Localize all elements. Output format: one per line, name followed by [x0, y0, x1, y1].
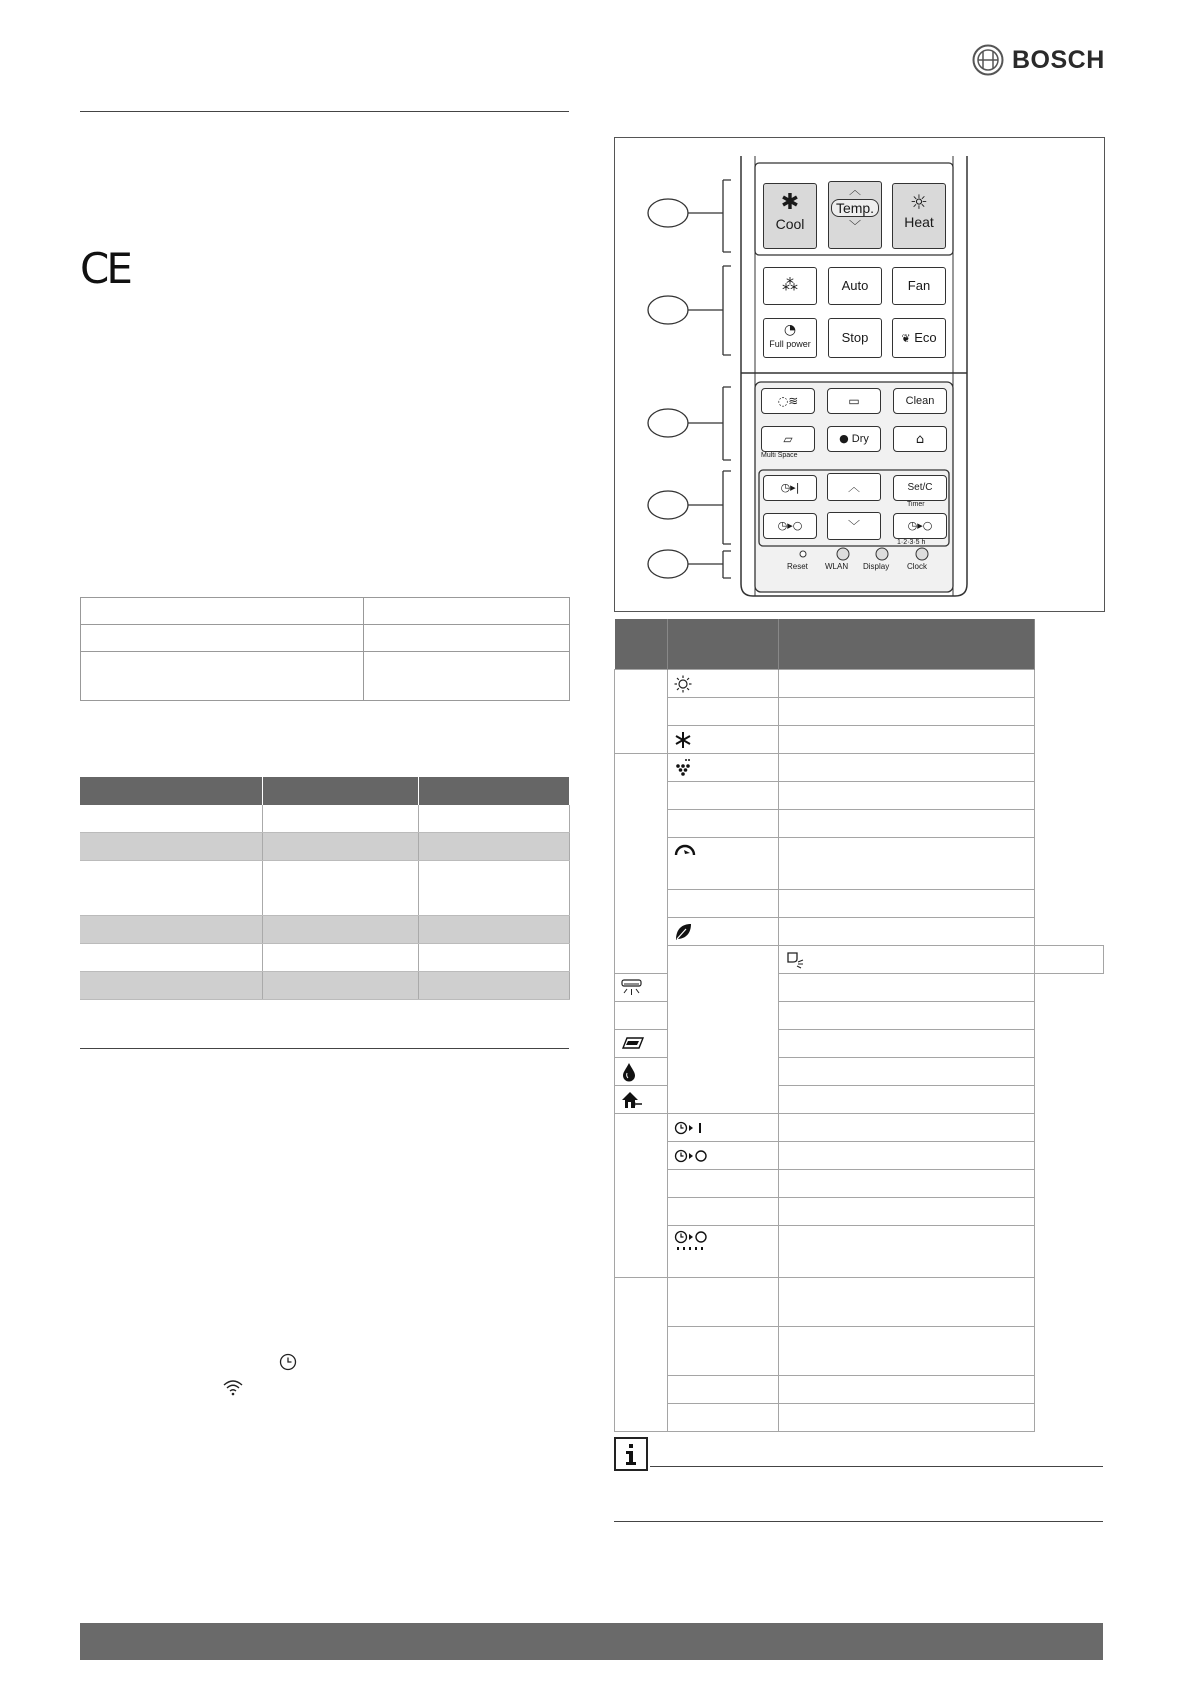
- full-power-button[interactable]: [763, 318, 817, 358]
- timer-up-button[interactable]: [827, 473, 881, 501]
- dry-label: Dry: [851, 433, 869, 445]
- chevron-down-icon: ﹀: [847, 519, 860, 533]
- temp-label: Temp.: [831, 199, 879, 217]
- home-return-icon: ⌂: [915, 432, 925, 447]
- note-rule-top: [650, 1466, 1103, 1467]
- dry-drop-icon: [621, 1062, 637, 1082]
- airflow-horizontal-button[interactable]: [827, 388, 881, 414]
- table-row: [615, 670, 1104, 698]
- dry-button[interactable]: [827, 426, 881, 452]
- temp-button[interactable]: [828, 181, 882, 249]
- info-icon: [614, 1437, 648, 1471]
- eco-label: Eco: [914, 330, 937, 345]
- airflow-vertical-button[interactable]: [761, 388, 815, 414]
- cool-label: Cool: [775, 216, 805, 232]
- table-row: [80, 805, 570, 833]
- clock-icon: [279, 1353, 297, 1371]
- sun-heat-icon: ☼: [910, 190, 928, 214]
- reset-label: Reset: [787, 562, 808, 571]
- multi-space-icon: [621, 1036, 645, 1052]
- heat-label: Heat: [904, 214, 934, 230]
- chevron-up-icon: ︿: [847, 480, 860, 494]
- multi-space-button[interactable]: [761, 426, 815, 452]
- stop-button[interactable]: Stop: [828, 318, 882, 358]
- airflow-horizontal-icon: ▭: [848, 394, 860, 408]
- table-row: [615, 838, 1104, 890]
- table-row: [615, 698, 1104, 726]
- spec-table: [80, 597, 570, 701]
- home-return-icon: [621, 1091, 643, 1109]
- chevron-up-icon: ︿: [848, 183, 861, 197]
- table-row: [615, 1376, 1104, 1404]
- timer-off-icon: ◷▸○: [777, 519, 803, 532]
- table-row: [615, 890, 1104, 918]
- table-row: [615, 810, 1104, 838]
- timer-hours-icon: ◷▸○: [907, 519, 933, 532]
- table-row: [80, 833, 570, 861]
- sun-heat-icon: [674, 675, 692, 693]
- table-row: [615, 946, 1104, 974]
- timer-on-icon: ◷▸|: [780, 481, 800, 494]
- fan-button[interactable]: Fan: [892, 267, 946, 305]
- timer-off-icon: [674, 1149, 708, 1163]
- table-row: [615, 1170, 1104, 1198]
- wlan-label: WLAN: [825, 562, 849, 571]
- table-row: [615, 918, 1104, 946]
- set-cancel-button[interactable]: Set/C: [893, 475, 947, 501]
- bottom-indicators: [755, 546, 953, 562]
- airflow-vertical-icon: ◌≋: [777, 394, 799, 408]
- button-table: [614, 619, 1104, 1432]
- cool-button[interactable]: [763, 183, 817, 249]
- bosch-armature-icon: [972, 44, 1004, 76]
- table-row: [81, 625, 570, 652]
- multi-space-label: Multi Space: [761, 452, 798, 459]
- heat-button[interactable]: [892, 183, 946, 249]
- fan-speed-button[interactable]: [763, 267, 817, 305]
- table-row: [615, 1278, 1104, 1327]
- timer-on-button[interactable]: [763, 475, 817, 501]
- timer-down-button[interactable]: [827, 512, 881, 540]
- eco-leaf-icon: [674, 923, 692, 941]
- remote-control-figure: [614, 137, 1105, 612]
- display-label: Display: [863, 562, 890, 571]
- table-row: [615, 782, 1104, 810]
- airflow-horizontal-icon: [621, 979, 643, 997]
- timer-off-button[interactable]: [763, 513, 817, 539]
- table-row: [80, 944, 570, 972]
- full-power-label: Full power: [769, 339, 811, 349]
- timer-label: Timer: [907, 501, 925, 508]
- table-row: [615, 1114, 1104, 1142]
- clean-button[interactable]: Clean: [893, 388, 947, 414]
- sparkle-fan-icon: ⁂: [782, 275, 798, 294]
- table-header: [615, 619, 1104, 670]
- wifi-icon: [222, 1378, 244, 1396]
- table-row: [615, 1404, 1104, 1432]
- full-power-gauge-icon: ◔: [783, 322, 797, 338]
- table-row: [81, 598, 570, 625]
- chevron-down-icon: ﹀: [848, 219, 861, 233]
- multi-space-icon: ▱: [783, 432, 793, 446]
- clock-label: Clock: [907, 562, 928, 571]
- footer-bar: [80, 1623, 1103, 1660]
- snowflake-cool-icon: ✱: [780, 190, 800, 215]
- full-power-gauge-icon: [674, 842, 696, 856]
- table-row: [81, 652, 570, 701]
- home-return-button[interactable]: [893, 426, 947, 452]
- table-row: [80, 861, 570, 916]
- table-row: [615, 726, 1104, 754]
- data-table: [80, 777, 570, 1000]
- timer-on-icon: [674, 1121, 706, 1135]
- left-column-top-rule: [80, 111, 569, 112]
- timer-hours-label: 1·2·3·5 h: [897, 539, 926, 546]
- eco-button[interactable]: [892, 318, 946, 358]
- table-row: [615, 754, 1104, 782]
- note-rule-bottom: [614, 1521, 1103, 1522]
- sparkle-fan-icon: [674, 758, 692, 778]
- eco-leaf-icon: ❦: [901, 332, 911, 345]
- ce-mark: CE: [80, 244, 130, 293]
- brand-name: BOSCH: [1012, 45, 1105, 74]
- table-row: [615, 1327, 1104, 1376]
- auto-button[interactable]: Auto: [828, 267, 882, 305]
- table-row: [80, 972, 570, 1000]
- section-rule: [80, 1048, 569, 1049]
- airflow-vertical-icon: [785, 951, 807, 969]
- bosch-logo: [972, 44, 1105, 76]
- table-header: [80, 777, 570, 805]
- dry-drop-icon: ●: [839, 432, 849, 445]
- table-row: [80, 916, 570, 944]
- snowflake-cool-icon: [674, 731, 692, 749]
- table-row: [615, 1226, 1104, 1278]
- table-row: [615, 1198, 1104, 1226]
- table-row: [615, 1142, 1104, 1170]
- timer-hours-icon: [674, 1230, 708, 1252]
- timer-hours-button[interactable]: [893, 513, 947, 539]
